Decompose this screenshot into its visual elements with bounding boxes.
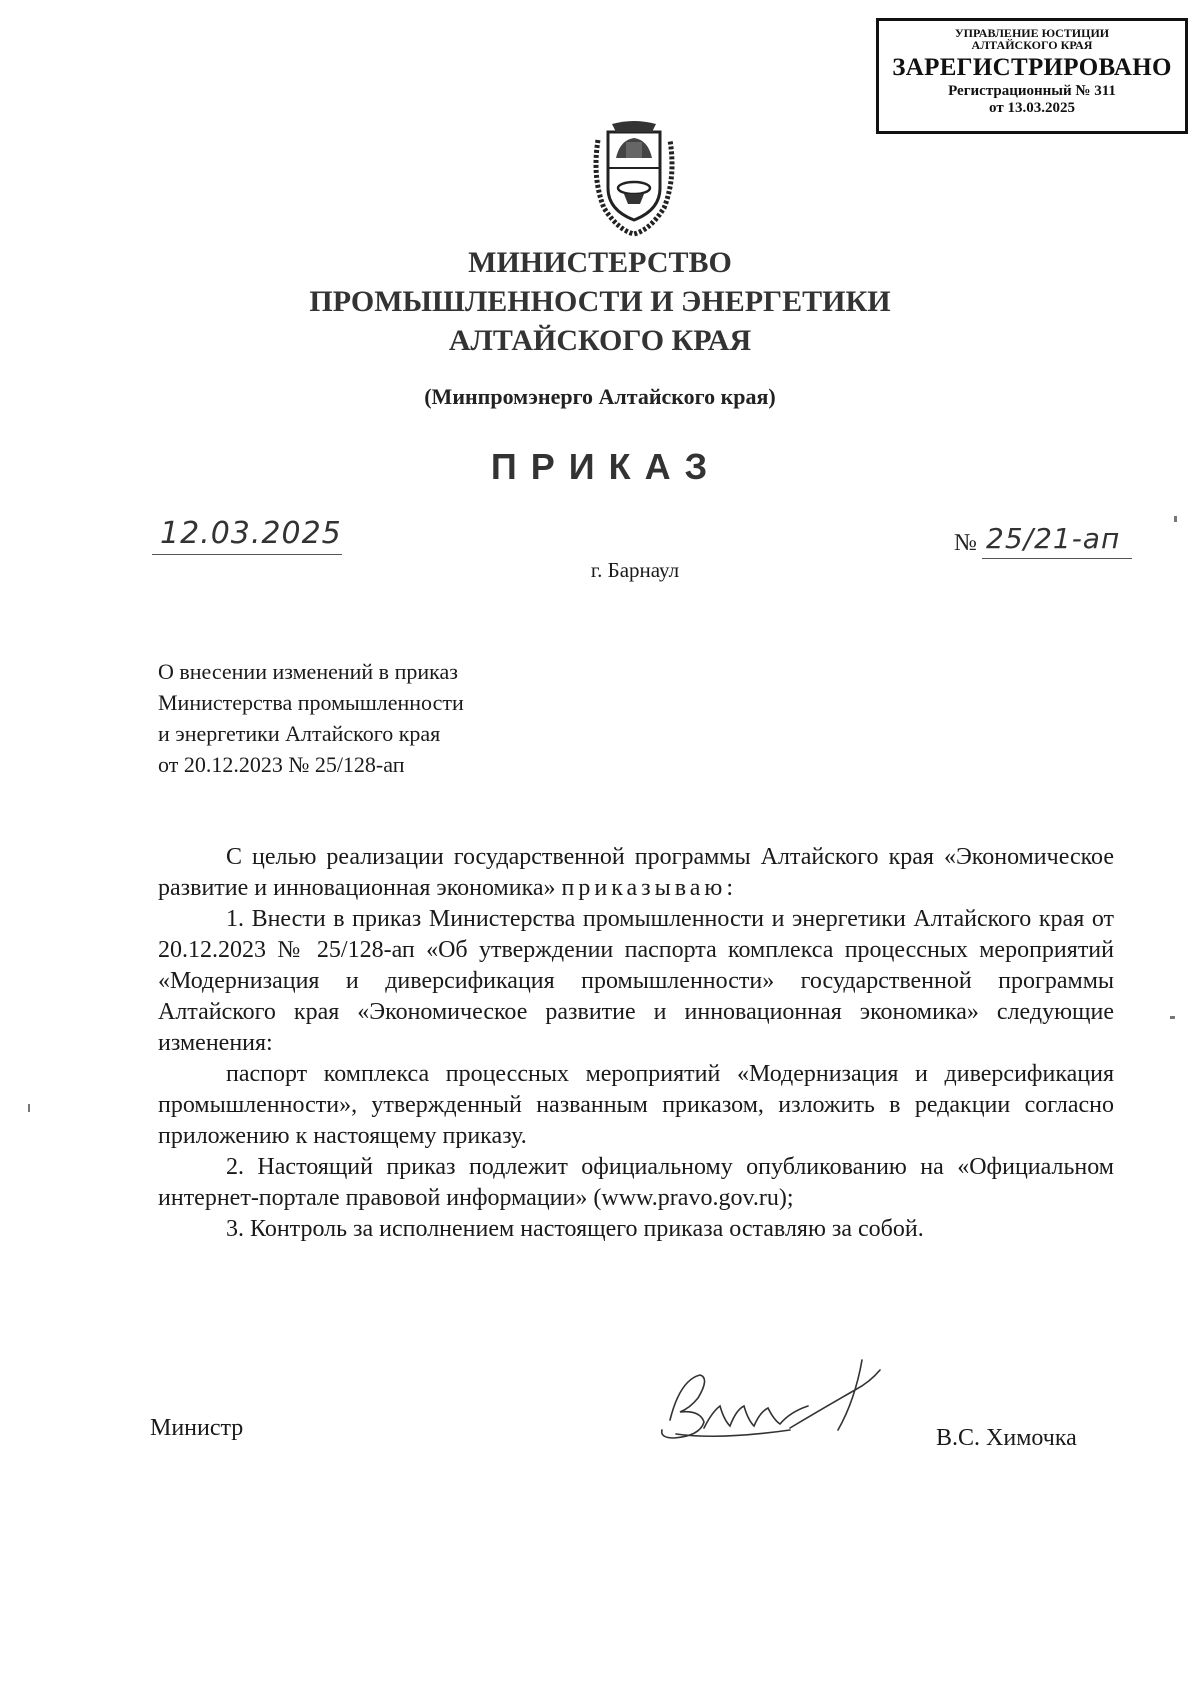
- stamp-reg-date: от 13.03.2025: [989, 100, 1075, 116]
- date-underline: [152, 554, 342, 555]
- order-number: 25/21-ап: [986, 522, 1121, 555]
- registration-stamp: [876, 18, 1188, 134]
- item-1-detail: паспорт комплекса процессных мероприятий «Модернизация и диверсификация промышленности», утвержденный названным приказом, изложить в редакции согласно приложению к настоящему приказу.: [158, 1061, 1114, 1149]
- decree-word: приказываю:: [561, 875, 738, 901]
- stamp-reg-number: Регистрационный № 311: [948, 83, 1116, 99]
- subject-line: О внесении изменений в приказ: [158, 659, 458, 684]
- order-date: 12.03.2025: [160, 516, 342, 551]
- order-subject: [158, 656, 464, 780]
- intro-text: С целью реализации государственной программы Алтайского края «Экономическое развитие и инновационная экономика»: [158, 844, 1114, 901]
- signer-name: В.С. Химочка: [936, 1425, 1077, 1451]
- stamp-status: ЗАРЕГИСТРИРОВАНО: [892, 54, 1172, 81]
- scan-speck: [1174, 516, 1177, 522]
- scan-speck: [1170, 1016, 1175, 1019]
- order-number-label: №: [954, 530, 977, 556]
- order-body: [158, 842, 1114, 1245]
- subject-line: Министерства промышленности: [158, 690, 464, 715]
- ministry-name-line2: ПРОМЫШЛЕННОСТИ И ЭНЕРГЕТИКИ: [309, 285, 891, 318]
- document-type-title: ПРИКАЗ: [490, 446, 722, 487]
- item-3: 3. Контроль за исполнением настоящего приказа оставляю за собой.: [226, 1216, 924, 1242]
- item-1: 1. Внести в приказ Министерства промышленности и энергетики Алтайского края от 20.12.2023 № 25/128-ап «Об утверждении паспорта комплекса процессных мероприятий «Модернизация и диверсификация промышленности» государственной программы Алтайского края «Экономическое развитие и инновационная экономика» следующие изменения:: [158, 906, 1114, 1056]
- signer-title: Министр: [150, 1415, 244, 1441]
- stamp-org-line2: АЛТАЙСКОГО КРАЯ: [971, 38, 1093, 52]
- intro-paragraph: [158, 842, 1114, 904]
- city: г. Барнаул: [590, 558, 680, 582]
- handwritten-signature: [640, 1350, 900, 1470]
- ministry-abbreviation: (Минпромэнерго Алтайского края): [424, 384, 776, 409]
- ministry-name-line3: АЛТАЙСКОГО КРАЯ: [448, 324, 752, 357]
- scan-speck: [28, 1104, 30, 1112]
- subject-line: и энергетики Алтайского края: [158, 721, 441, 746]
- item-2: 2. Настоящий приказ подлежит официальному опубликованию на «Официальном интернет-портале правовой информации» (www.pravo.gov.ru);: [158, 1154, 1114, 1211]
- ministry-name-line1: МИНИСТЕРСТВО: [468, 246, 732, 279]
- subject-line: от 20.12.2023 № 25/128-ап: [158, 752, 405, 777]
- stamp-org-line1: УПРАВЛЕНИЕ ЮСТИЦИИ: [954, 26, 1110, 40]
- coat-of-arms-emblem: [582, 118, 686, 238]
